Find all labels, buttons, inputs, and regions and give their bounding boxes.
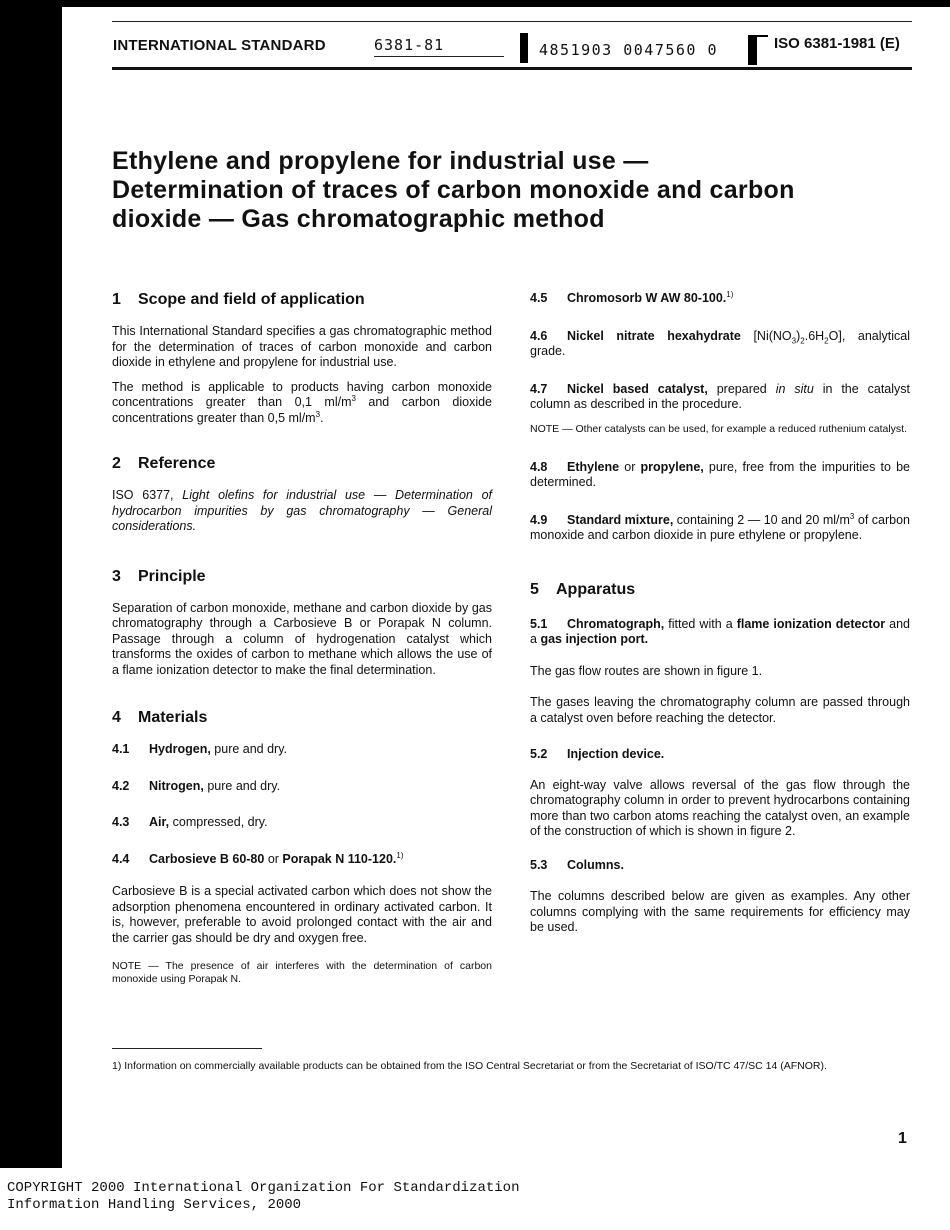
copyright-line-2: Information Handling Services, 2000 [7, 1197, 302, 1213]
item-5-2: 5.2 Injection device. [530, 747, 665, 761]
section-title: Reference [138, 455, 216, 472]
section-4-heading [112, 709, 492, 727]
section-number: 3 [112, 567, 121, 585]
section-title: Scope and field of application [138, 291, 365, 308]
section-title: Apparatus [556, 580, 636, 598]
item-4-7: 4.7 Nickel based catalyst, prepared in situ in the catalyst column as described in the procedure. [530, 381, 911, 411]
document-title [112, 147, 892, 234]
barcode-mark-left [520, 33, 528, 63]
item-4-4: 4.4 Carbosieve B 60-80 or Porapak N 110-120.$^{1)}$ [112, 850, 404, 866]
header-bottom-rule [112, 67, 912, 70]
scan-left-border [0, 0, 62, 1168]
section-number: 2 [112, 455, 121, 472]
item-4-2: 4.2 Nitrogen, pure and dry. [112, 778, 281, 793]
item-4-8: 4.8 Ethylene or propylene, pure, free from the impurities to be determined. [530, 459, 911, 489]
item-5-1-paragraph-1: The gas flow routes are shown in figure 1. [530, 663, 763, 678]
header-underline [374, 56, 504, 57]
section-1-paragraph-2: The method is applicable to products having carbon monoxide concentrations greater than 0,1 $ml/m^3$ and carbon dioxide concentrations greater than 0,5 $ml/m^3$. [112, 379, 492, 425]
section-5-heading [530, 581, 910, 599]
header-document-code: 4851903 0047560 0 [539, 41, 719, 59]
item-4-3: 4.3 Air, compressed, dry. [112, 815, 268, 829]
item-5-1-paragraph-2: The gases leaving the chromatography column are passed through a catalyst oven before reaching the detector. [530, 695, 910, 725]
header-top-rule [112, 21, 912, 22]
section-3-paragraph: Separation of carbon monoxide, methane and carbon dioxide by gas chromatography through a Carbosieve B or Porapak N column. Passage through a column of hydrogenation catalyst which transforms the oxides of carbon to methane which allows the use of a flame ionization detector to make the final determination. [112, 600, 492, 677]
barcode-mark-right-cap [754, 35, 768, 37]
section-number: 4 [112, 709, 121, 726]
item-4-7-note: NOTE — Other catalysts can be used, for example a reduced ruthenium catalyst. [530, 422, 908, 435]
right-column [530, 291, 910, 936]
item-5-1: 5.1 Chromatograph, fitted with a flame ionization detector and a gas injection port. [530, 616, 910, 646]
footnote-rule [112, 1048, 262, 1049]
section-title: Principle [138, 567, 206, 585]
footnote: 1) Information on commercially available products can be obtained from the ISO Central Secretariat or from the Secretariat of ISO/TC 47/SC 14 (AFNOR). [112, 1060, 827, 1072]
section-number: 5 [530, 580, 539, 598]
header-iso-number: ISO 6381-1981 (E) [774, 35, 900, 52]
item-4-9: 4.9 Standard mixture, containing 2 — 10 and 20 $ml/m^3$ of carbon monoxide and carbon dioxide in pure ethylene or propylene. [530, 511, 911, 542]
scan-top-border [0, 0, 950, 7]
copyright-notice [7, 1180, 519, 1214]
section-1-heading [112, 291, 492, 309]
item-5-3-paragraph: The columns described below are given as examples. Any other columns complying with the same requirements for efficiency may be used. [530, 889, 910, 934]
header-handwritten-number: 6381-81 [374, 36, 445, 54]
section-2-paragraph: ISO 6377, Light olefins for industrial use — Determination of hydrocarbon impurities by gas chromatography — General considerations. [112, 488, 492, 533]
document-page [62, 7, 950, 1168]
title-line-3: dioxide — Gas chromatographic method [112, 205, 605, 233]
copyright-line-1: COPYRIGHT 2000 International Organization For Standardization [7, 1180, 520, 1196]
header-standard-label: INTERNATIONAL STANDARD [113, 37, 326, 54]
left-column [112, 291, 492, 986]
item-5-3: 5.3 Columns. [530, 857, 624, 872]
section-title: Materials [138, 709, 208, 726]
item-4-5: 4.5 Chromosorb W AW 80-100.$^{1)}$ [530, 289, 734, 305]
item-4-6: 4.6 Nickel nitrate hexahydrate $[Ni(NO_3)_2.6H_2O]$, analytical grade. [530, 328, 910, 358]
reference-title: Light olefins for industrial use — Determination of hydrocarbon impurities by gas chromatography — General considerations. [112, 488, 492, 533]
item-5-2-paragraph: An eight-way valve allows reversal of the gas flow through the chromatography column in order to prevent hydrocarbons containing more than two carbon atoms reaching the catalyst oven, an example of the construction of which is shown in figure 2. [530, 777, 910, 838]
item-4-1: 4.1 Hydrogen, pure and dry. [112, 742, 288, 756]
title-line-2: Determination of traces of carbon monoxide and carbon [112, 176, 795, 204]
section-4-note: NOTE — The presence of air interferes with the determination of carbon monoxide using Porapak N. [112, 960, 492, 985]
page-number: 1 [898, 1130, 907, 1147]
title-line-1: Ethylene and propylene for industrial use — [112, 147, 649, 175]
section-number: 1 [112, 291, 121, 308]
carbosieve-paragraph: Carbosieve B is a special activated carbon which does not show the adsorption phenomena encountered in ordinary activated carbon. It is, however, preferable to avoid prolonged contact with the air and the carrier gas should be dry and oxygen free. [112, 884, 492, 945]
barcode-mark-right [748, 35, 757, 65]
section-3-heading [112, 568, 492, 586]
section-2-heading [112, 455, 492, 473]
section-1-paragraph-1: This International Standard specifies a gas chromatographic method for the determination of traces of carbon monoxide and carbon dioxide in ethylene and propylene for industrial use. [112, 324, 492, 369]
